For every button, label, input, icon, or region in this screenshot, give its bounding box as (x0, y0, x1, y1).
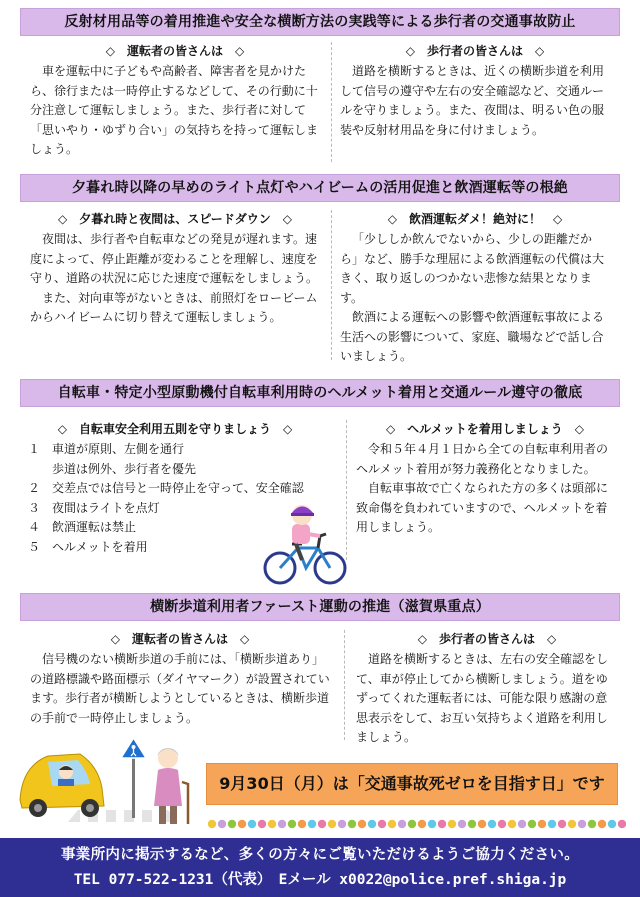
decoration-dot (458, 820, 466, 828)
pedestrians-text: 道路を横断するときは、近くの横断歩道を利用して信号の遵守や左右の安全確認など、交通ルールを守りましょう。また、夜間は、明るい色の服装や反射材用品を身に付けましょう。 (340, 64, 605, 137)
section-title-bicycle-helmet: 自転車・特定小型原動機付自転車利用時のヘルメット着用と交通ルール遵守の徹底 (20, 379, 620, 407)
list-text: 飲酒運転は禁止 (52, 520, 137, 534)
drivers-heading: ◇ 運転者の皆さんは ◇ (105, 44, 245, 58)
helmet-text-1: 令和５年４月１日から全ての自転車利用者のヘルメット着用が努力義務化となりました。 (356, 442, 609, 476)
decoration-dot (208, 820, 216, 828)
crosswalk-sign (121, 738, 146, 818)
decoration-dot (518, 820, 526, 828)
helmet-text-2: 自転車事故で亡くなられた方の多くは頭部に致命傷を負われていますので、ヘルメットを着用しましょう。 (356, 481, 609, 534)
decoration-dot (408, 820, 416, 828)
bicycle-rules-heading: ◇ 自転車安全利用五則を守りましょう ◇ (57, 422, 293, 436)
decoration-dot (228, 820, 236, 828)
column-divider (344, 630, 345, 740)
decoration-dot (618, 820, 626, 828)
decoration-dot (418, 820, 426, 828)
decoration-dot (588, 820, 596, 828)
section-title-crosswalk-first: 横断歩道利用者ファースト運動の推進（滋賀県重点） (20, 593, 620, 621)
section-title-lights-drunk-driving: 夕暮れ時以降の早めのライト点灯やハイビームの活用促進と飲酒運転等の根絶 (20, 174, 620, 202)
decoration-dot (448, 820, 456, 828)
helmet-heading: ◇ ヘルメットを着用しましょう ◇ (385, 422, 585, 436)
decoration-dot (568, 820, 576, 828)
list-number: ３ (28, 500, 41, 515)
crosswalk-pedestrians-text: 道路を横断するときは、左右の安全確認をして、車が停止してから横断しましょう。道をゆずってくれた運転者には、可能な限り感謝の意思表示をして、お互い気持ちよく道路を利用しましょう。 (356, 652, 609, 744)
decoration-dot (388, 820, 396, 828)
decoration-dot (428, 820, 436, 828)
crossing-illustration (18, 736, 208, 836)
decoration-dot (608, 820, 616, 828)
decoration-dot (338, 820, 346, 828)
decoration-dot (538, 820, 546, 828)
list-item (28, 440, 340, 460)
decoration-dot (508, 820, 516, 828)
drunk-driving-text-2: 飲酒による運転への影響や飲酒運転事故による生活への影響について、家庭、職場などで話し合いましょう。 (340, 310, 605, 363)
elderly-pedestrian (154, 748, 188, 824)
crosswalk-pedestrians-heading: ◇ 歩行者の皆さんは ◇ (417, 632, 557, 646)
decoration-dot (378, 820, 386, 828)
decoration-dot (358, 820, 366, 828)
decoration-dot (438, 820, 446, 828)
decoration-dot (328, 820, 336, 828)
drunk-driving-column (340, 210, 610, 367)
section-title-pedestrian-safety: 反射材用品等の着用推進や安全な横断方法の実践等による歩行者の交通事故防止 (20, 8, 620, 36)
decoration-dot (498, 820, 506, 828)
decoration-dot (528, 820, 536, 828)
crosswalk-drivers-column (30, 630, 330, 728)
list-text: ヘルメットを着用 (52, 539, 148, 554)
decoration-dot (368, 820, 376, 828)
list-number: １ (28, 442, 41, 456)
decoration-dot (248, 820, 256, 828)
list-text: 車道が原則、左側を通行 (52, 442, 185, 456)
decoration-dot (318, 820, 326, 828)
decoration-dot (298, 820, 306, 828)
crosswalk-drivers-text: 信号機のない横断歩道の手前には、「横断歩道あり」の道路標識や路面標示（ダイヤマーク）が設置されています。歩行者が横断しようとしているときは、横断歩道の手前で一時停止しましょう。 (30, 652, 330, 725)
decoration-dot (348, 820, 356, 828)
speed-down-text-1: 夜間は、歩行者や自転車などの発見が遅れます。速度によって、停止距離が変わることを理解し、速度を守り、道路の状況に応じた速度で運転をしましょう。 (30, 232, 319, 285)
list-item (28, 479, 340, 499)
decoration-dot (598, 820, 606, 828)
crosswalk-pedestrians-column (356, 630, 618, 748)
footer (0, 838, 640, 897)
list-subtext: 歩道は例外、歩行者を優先 (52, 461, 197, 476)
decoration-dot (238, 820, 246, 828)
list-number: ４ (28, 520, 41, 534)
decoration-dot (308, 820, 316, 828)
decoration-dot (478, 820, 486, 828)
column-divider (331, 42, 332, 162)
decoration-dot (488, 820, 496, 828)
decoration-dot (578, 820, 586, 828)
crosswalk-drivers-heading: ◇ 運転者の皆さんは ◇ (110, 632, 250, 646)
cyclist-illustration (262, 500, 348, 590)
decoration-dot (278, 820, 286, 828)
drunk-driving-heading: ◇ 飲酒運転ダメ！絶対に！ ◇ (387, 212, 563, 226)
drivers-text: 車を運転中に子どもや高齢者、障害者を見かけたら、徐行または一時停止するなどして、その行動に十分注意して運転しましょう。また、歩行者に対して「思いやり・ゆずり合い」の気持ちを持って運転しましょう。 (30, 64, 319, 156)
decoration-dot (288, 820, 296, 828)
footer-notice: 事業所内に掲示するなど、多くの方々にご覧いただけるようご協力ください。 (61, 847, 579, 863)
decoration-dot (398, 820, 406, 828)
decoration-dot (258, 820, 266, 828)
zero-accident-banner: 9月30日（月）は「交通事故死ゼロを目指す日」です (206, 763, 618, 805)
speed-down-heading: ◇ 夕暮れ時と夜間は、スピードダウン ◇ (58, 212, 292, 226)
footer-contact: TEL 077-522-1231（代表） Eメール x0022@police.pref.shiga.jp (73, 872, 567, 888)
list-text: 交差点では信号と一時停止を守って、安全確認 (52, 481, 304, 495)
column-divider (346, 420, 347, 560)
list-text: 夜間はライトを点灯 (52, 500, 160, 515)
car (20, 754, 104, 817)
drunk-driving-text-1: 「少ししか飲んでないから、少しの距離だから」など、勝手な理屈による飲酒運転の代償は大きく、取り返しのつかない悲惨な結果となります。 (340, 232, 605, 305)
decoration-dot (558, 820, 566, 828)
column-divider (331, 210, 332, 360)
helmet-column (356, 420, 614, 538)
list-number: ５ (28, 539, 41, 554)
dot-decoration (206, 817, 626, 831)
decoration-dot (218, 820, 226, 828)
pedestrians-heading: ◇ 歩行者の皆さんは ◇ (405, 44, 545, 58)
list-number: ２ (28, 481, 41, 495)
decoration-dot (468, 820, 476, 828)
speed-down-column (30, 210, 320, 328)
decoration-dot (548, 820, 556, 828)
drivers-column (30, 42, 320, 160)
decoration-dot (268, 820, 276, 828)
pedestrians-column (340, 42, 610, 140)
speed-down-text-2: また、対向車等がないときは、前照灯をロービームからハイビームに切り替えて運転しましょう。 (30, 290, 318, 324)
